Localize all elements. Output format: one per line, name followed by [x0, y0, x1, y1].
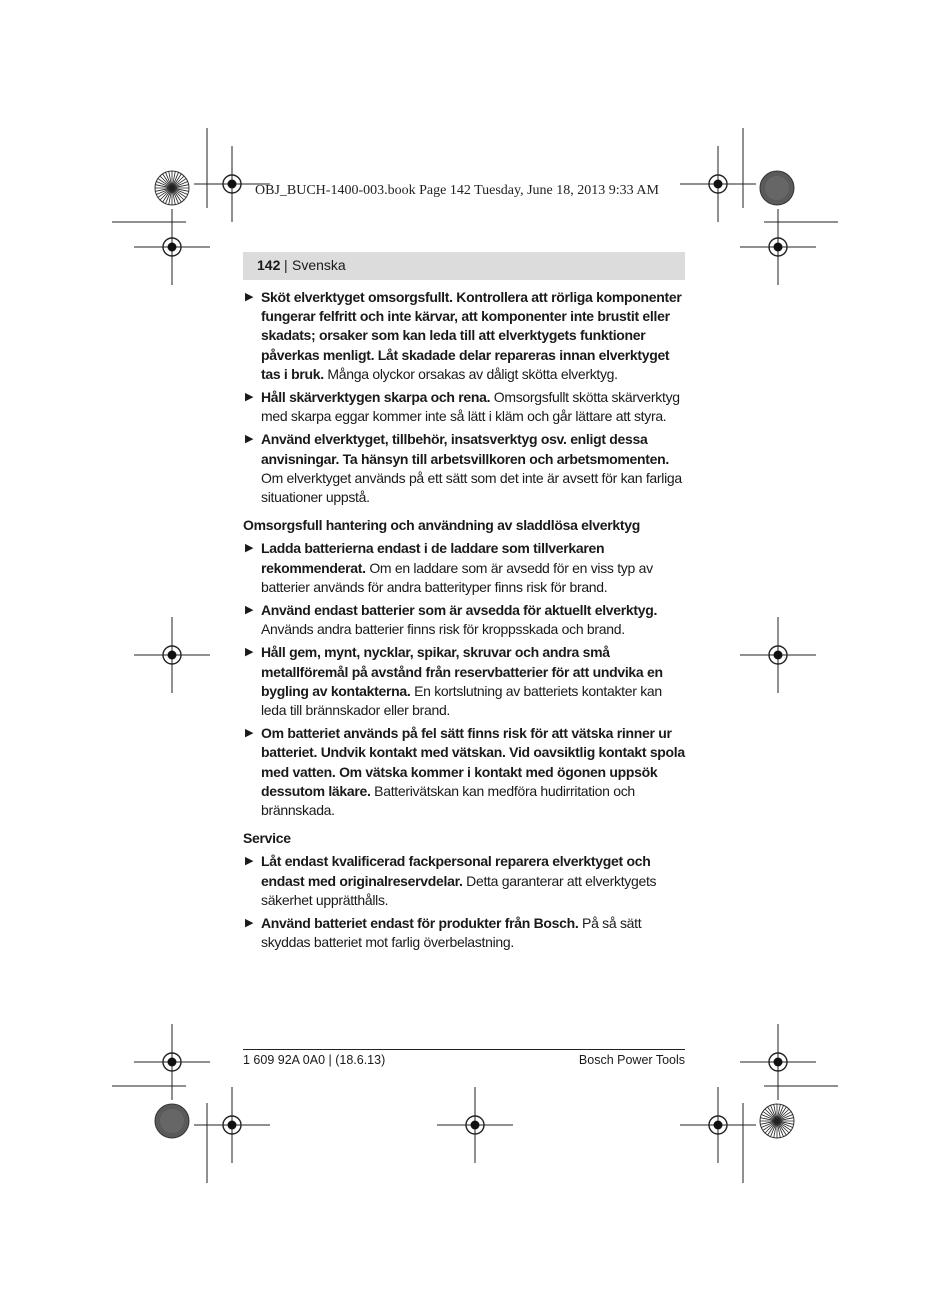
item-bold-text: Använd batteriet endast för produkter från Bosch.: [261, 915, 579, 932]
page-header: [243, 252, 685, 280]
bullet-arrow-icon: ▶: [245, 855, 254, 868]
item-bold-text: Håll skärverktygen skarpa och rena.: [261, 389, 491, 406]
item-bold-text: Använd elverktyget, tillbehör, insatsverktyg osv. enligt dessa anvisningar. Ta hänsyn till arbetsvillkoren och arbetsmomenten.: [261, 431, 669, 467]
item-text: Används andra batterier finns risk för kroppsskada och brand.: [261, 621, 625, 638]
item-text: Batterivätskan kan medföra hudirritation och brännskada.: [261, 782, 635, 819]
gray-circle-icon: [155, 1104, 189, 1138]
registration-mark-icon: [740, 1024, 816, 1100]
registration-mark-icon: [740, 209, 816, 285]
section-heading: Service: [243, 830, 291, 847]
item-bold-text: Håll gem, mynt, nycklar, spikar, skruvar och andra små metallföremål på avstånd från reservbatterier för att undvika en bygling av kontakterna.: [261, 644, 663, 699]
registration-mark-icon: [437, 1087, 513, 1163]
footer-rule: [243, 1049, 685, 1050]
item-bold-text: Ladda batterierna endast i de laddare som tillverkaren rekommenderat.: [261, 540, 605, 576]
star-target-icon: [155, 171, 189, 205]
list-item: [243, 288, 685, 384]
item-text: Om en laddare som är avsedd för en viss typ av batterier används för andra batterityper finns risk för brand.: [261, 559, 653, 595]
bullet-arrow-icon: ▶: [245, 391, 254, 404]
item-bold-text: Låt endast kvalificerad fackpersonal reparera elverktyget och endast med originalreservdelar.: [261, 853, 651, 889]
star-target-icon: [760, 1104, 794, 1138]
list-item: [243, 643, 685, 720]
bullet-arrow-icon: ▶: [245, 542, 254, 555]
bullet-arrow-icon: ▶: [245, 727, 254, 740]
registration-mark-icon: [740, 617, 816, 693]
bullet-arrow-icon: ▶: [245, 291, 254, 303]
registration-mark-icon: [680, 146, 756, 222]
bullet-arrow-icon: ▶: [245, 604, 254, 617]
list-item: [243, 388, 685, 426]
registration-mark-icon: [134, 1024, 210, 1100]
header-separator: |: [284, 257, 288, 273]
list-item: [243, 852, 685, 910]
item-text: Många olyckor orsakas av dåligt skötta elverktyg.: [323, 365, 618, 382]
item-bold-text: Om batteriet används på fel sätt finns risk för att vätska rinner ur batteriet. Undvik kontakt med vätskan. Vid oavsiktlig kontakt spola med vatten. Om vätska kommer i kontakt med ögonen uppsök dessutom läkare.: [261, 725, 685, 799]
header-language: Svenska: [292, 257, 346, 273]
item-bold-text: Använd endast batterier som är avsedda för aktuellt elverktyg.: [261, 602, 658, 619]
item-text: En kortslutning av batteriets kontakter kan leda till brännskador eller brand.: [261, 682, 662, 719]
item-text: Om elverktyget används på ett sätt som det inte är avsett för kan farliga situationer uppstå.: [261, 469, 682, 506]
gray-circle-icon: [760, 171, 794, 205]
list-item: [243, 914, 685, 952]
item-text: Omsorgsfullt skötta skärverktyg med skarpa eggar kommer inte så lätt i kläm och går lättare att styra.: [261, 389, 680, 425]
page-number: 142: [257, 257, 281, 273]
section-heading: Omsorgsfull hantering och användning av sladdlösa elverktyg: [243, 517, 640, 534]
list-item: [243, 724, 685, 820]
print-slug: OBJ_BUCH-1400-003.book Page 142 Tuesday, June 18, 2013 9:33 AM: [255, 183, 659, 198]
footer-doc-id: 1 609 92A 0A0 | (18.6.13): [243, 1053, 386, 1067]
registration-mark-icon: [134, 209, 210, 285]
registration-mark-icon: [134, 617, 210, 693]
registration-mark-icon: [194, 1087, 270, 1163]
list-item: [243, 539, 685, 597]
page-content: [243, 288, 685, 957]
item-text: Detta garanterar att elverktygets säkerhet upprätthålls.: [261, 872, 657, 908]
item-bold-text: Sköt elverktyget omsorgsfullt. Kontrollera att rörliga komponenter fungerar felfritt och inte kärvar, att komponenter inte brustit eller skadats; orsaker som kan leda till att elverktygets funktioner påverkas menligt. Låt skadade delar repareras innan elverktyget tas i bruk.: [261, 289, 682, 382]
item-text: På så sätt skyddas batteriet mot farlig överbelastning.: [261, 915, 642, 951]
footer-brand: Bosch Power Tools: [578, 1053, 685, 1067]
list-item: [243, 430, 685, 507]
bullet-arrow-icon: ▶: [245, 433, 254, 446]
list-item: [243, 601, 685, 639]
registration-mark-icon: [680, 1087, 756, 1163]
bullet-arrow-icon: ▶: [245, 646, 254, 659]
bullet-arrow-icon: ▶: [245, 917, 254, 930]
